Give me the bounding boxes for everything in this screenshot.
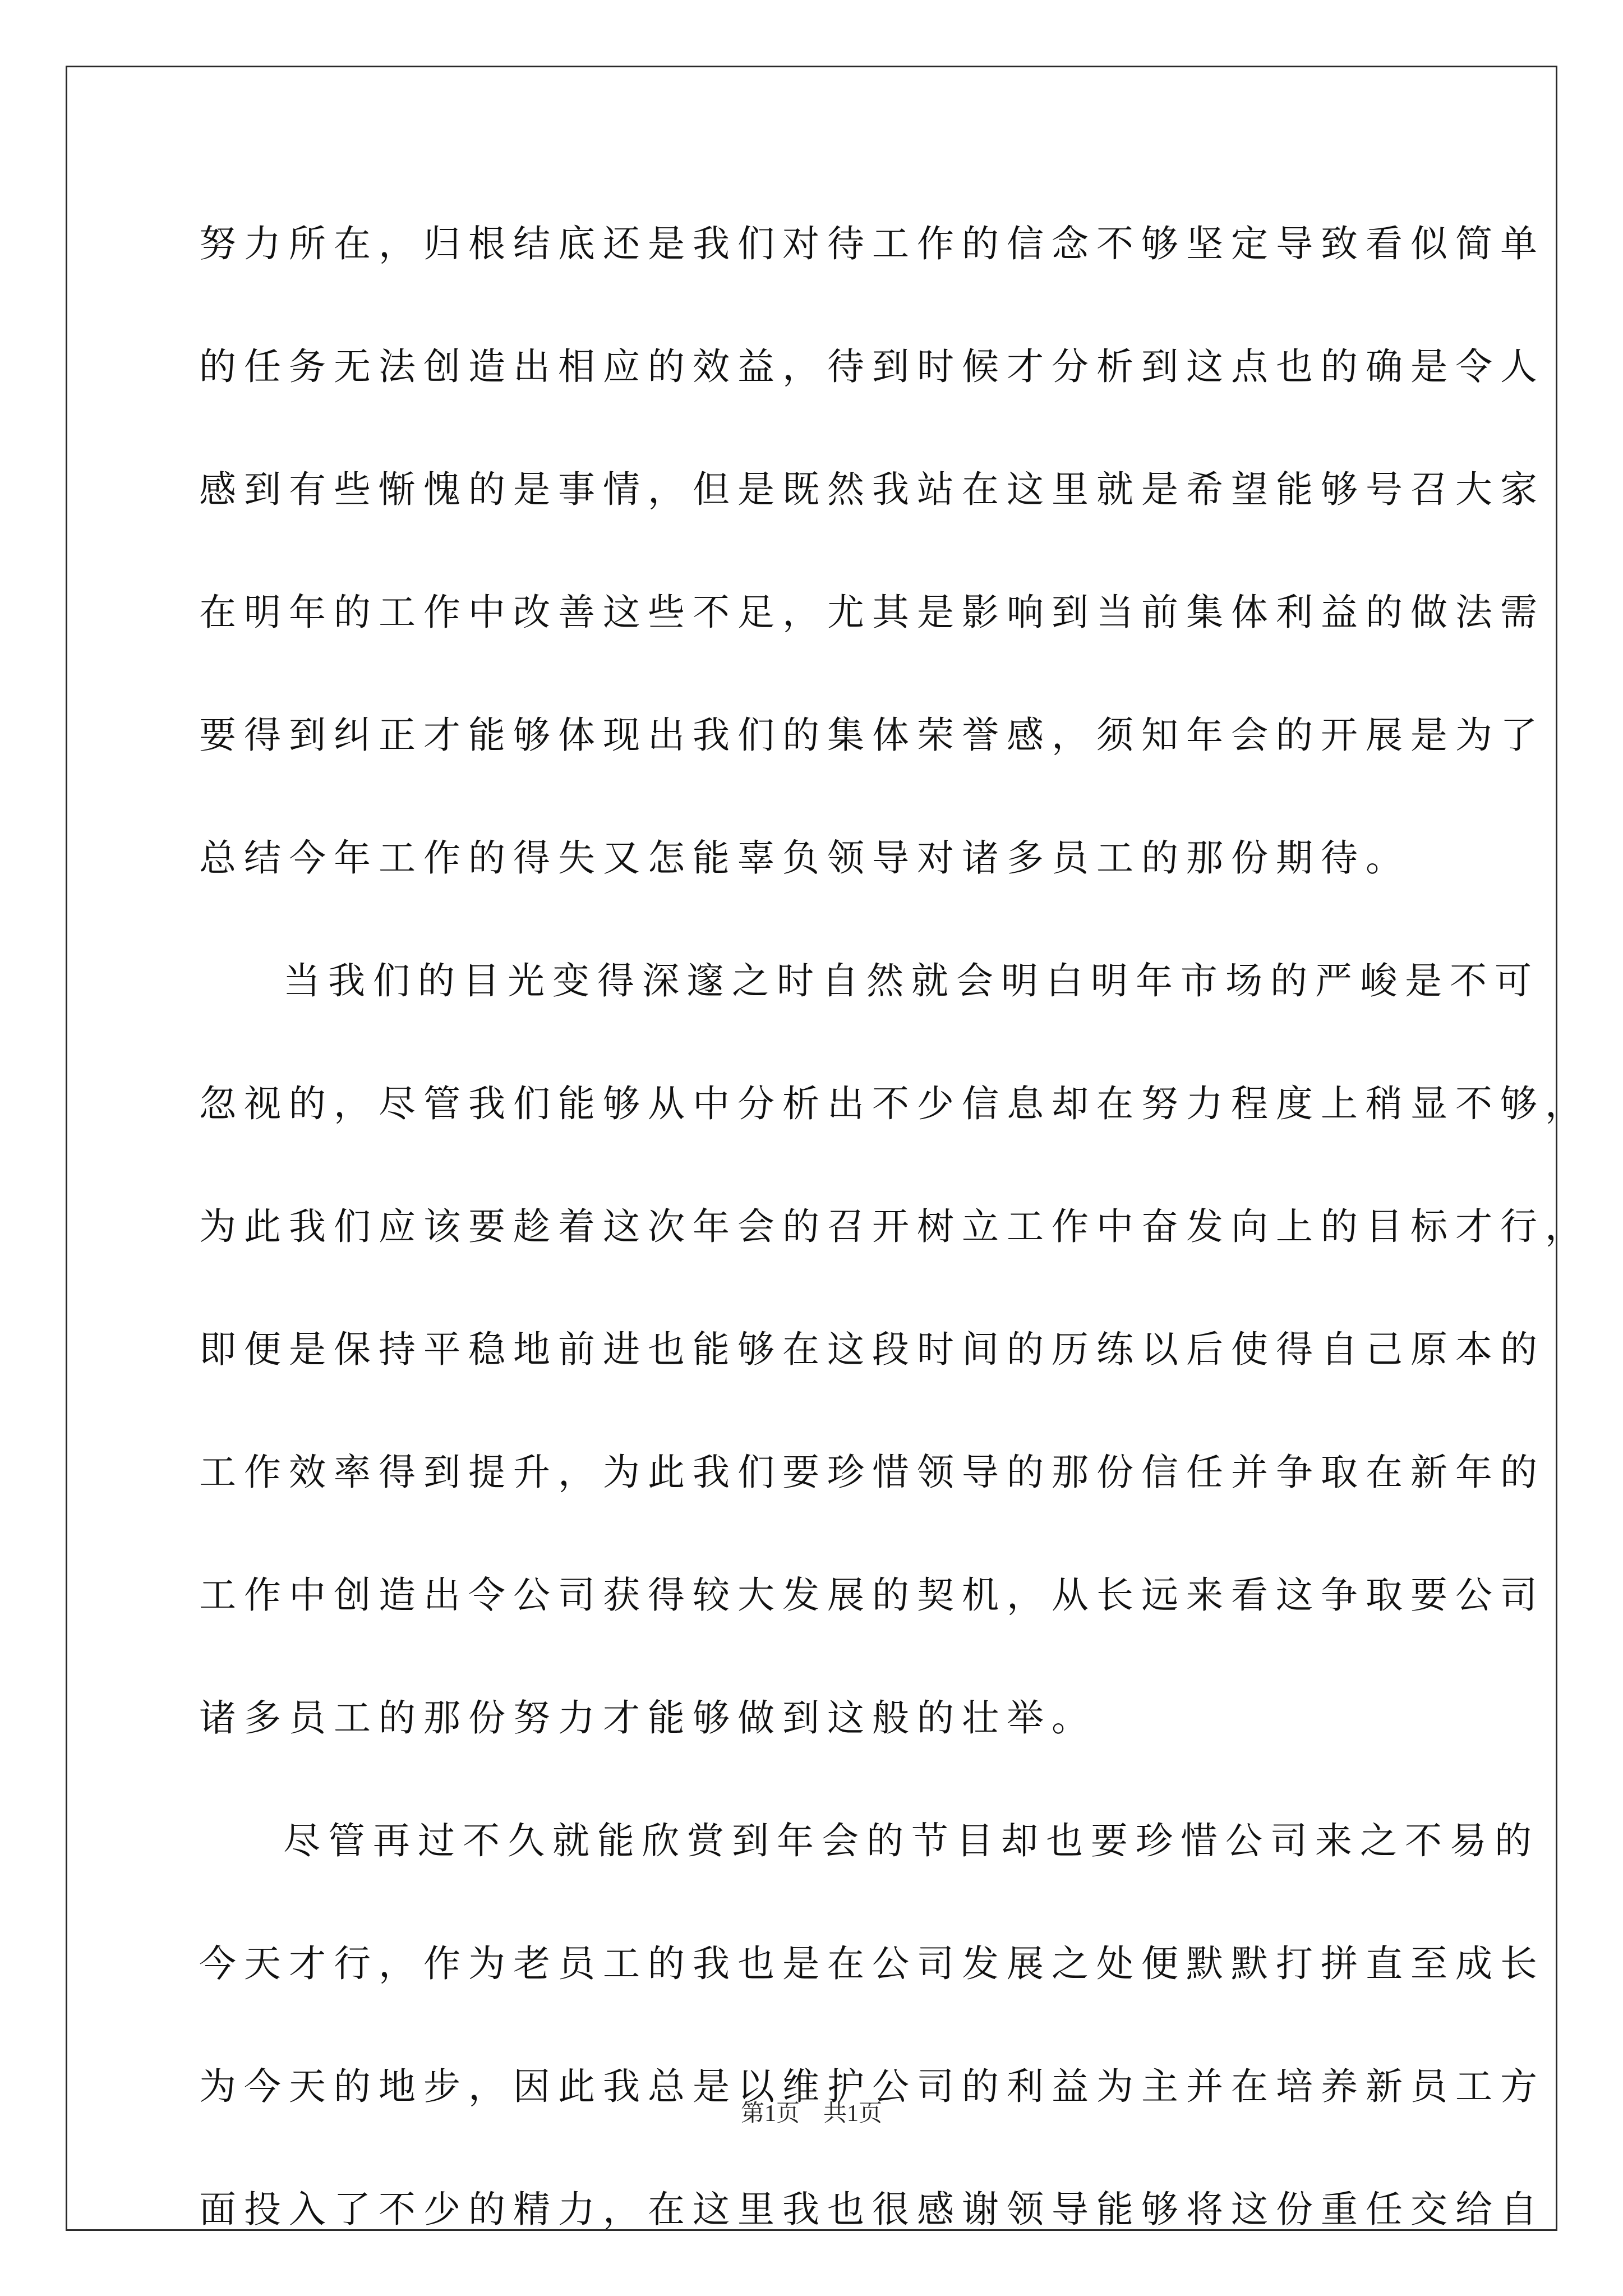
paragraph-line: 即便是保持平稳地前进也能够在这段时间的历练以后使得自己原本的 xyxy=(199,1328,1545,1371)
paragraph-line: 努力所在，归根结底还是我们对待工作的信念不够坚定导致看似简单 xyxy=(199,222,1545,265)
paragraph-line: 为此我们应该要趁着这次年会的召开树立工作中奋发向上的目标才行， xyxy=(199,1205,1590,1248)
paragraph-line: 诸多员工的那份努力才能够做到这般的壮举。 xyxy=(199,1696,1096,1740)
paragraph-2 xyxy=(199,939,1590,1799)
paragraph-line: 为今天的地步，因此我总是以维护公司的利益为主并在培养新员工方 xyxy=(199,2065,1545,2108)
paragraph-line: 感到有些惭愧的是事情，但是既然我站在这里就是希望能够号召大家 xyxy=(199,468,1545,511)
paragraph-line: 工作效率得到提升，为此我们要珍惜领导的那份信任并争取在新年的 xyxy=(199,1451,1545,1494)
paragraph-line: 总结今年工作的得失又怎能辜负领导对诸多员工的那份期待。 xyxy=(199,836,1410,880)
paragraph-line: 忽视的，尽管我们能够从中分析出不少信息却在努力程度上稍显不够， xyxy=(199,1082,1590,1125)
paragraph-line: 在明年的工作中改善这些不足，尤其是影响到当前集体利益的做法需 xyxy=(199,591,1545,634)
paragraph-line: 面投入了不少的精力，在这里我也很感谢领导能够将这份重任交给自 xyxy=(199,2188,1545,2231)
document-body xyxy=(199,202,1590,2290)
paragraph-3 xyxy=(199,1799,1545,2290)
paragraph-line: 工作中创造出令公司获得较大发展的契机，从长远来看这争取要公司 xyxy=(199,1573,1545,1617)
page-number-footer: 第1页 共1页 xyxy=(740,2101,882,2127)
paragraph-line: 尽管再过不久就能欣赏到年会的节目却也要珍惜公司来之不易的 xyxy=(283,1819,1539,1862)
paragraph-line: 要得到纠正才能够体现出我们的集体荣誉感，须知年会的开展是为了 xyxy=(199,714,1545,757)
paragraph-line: 的任务无法创造出相应的效益，待到时候才分析到这点也的确是令人 xyxy=(199,345,1545,388)
paragraph-1 xyxy=(199,202,1545,939)
paragraph-line: 当我们的目光变得深邃之时自然就会明白明年市场的严峻是不可 xyxy=(283,959,1539,1002)
paragraph-line: 今天才行，作为老员工的我也是在公司发展之处便默默打拼直至成长 xyxy=(199,1942,1545,1985)
